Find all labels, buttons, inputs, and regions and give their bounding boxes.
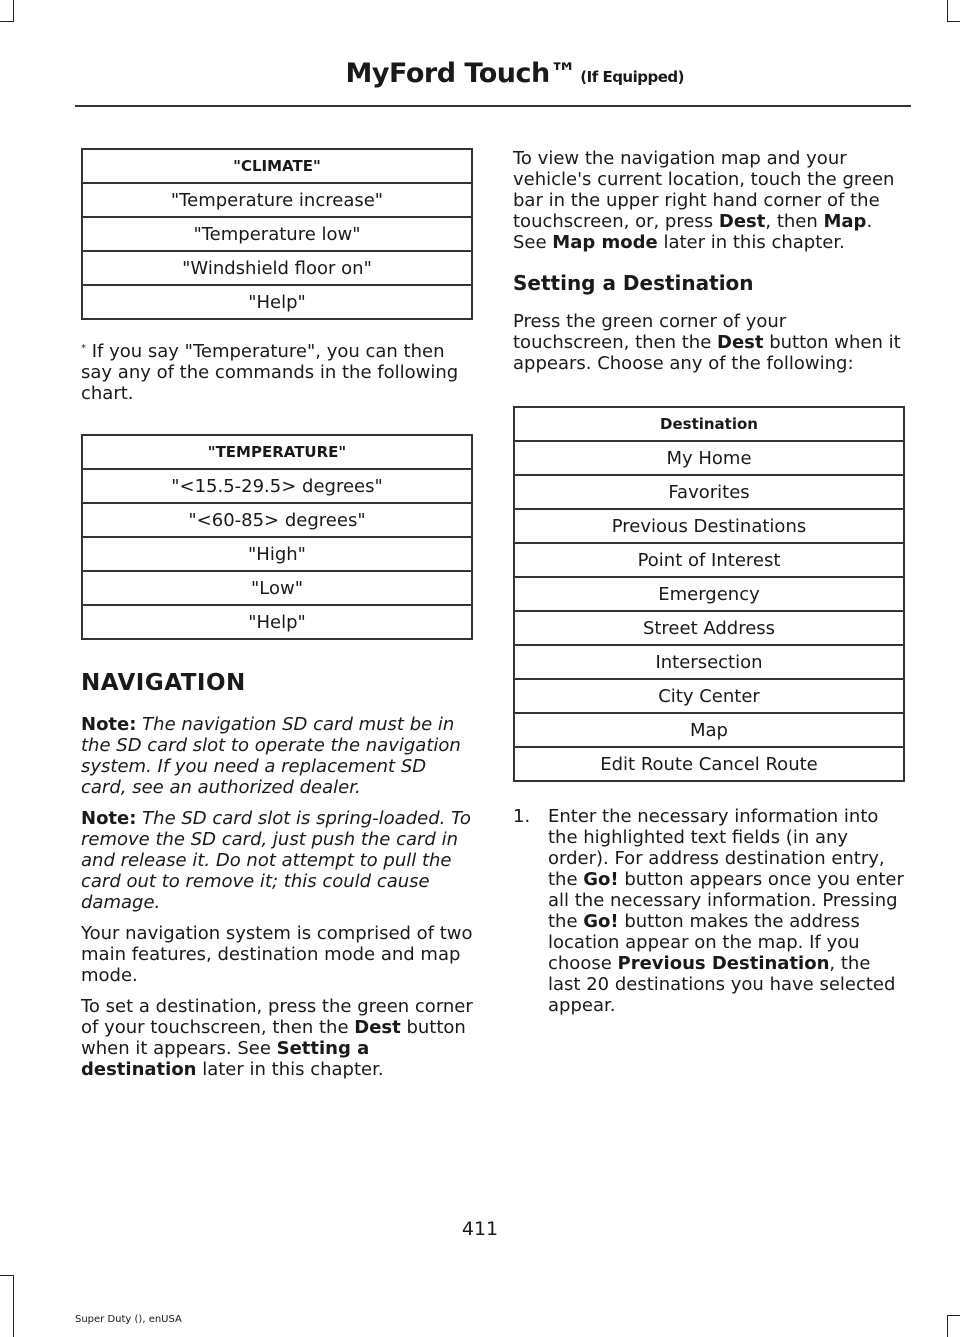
paragraph-features: Your navigation system is comprised of two main features, destination mode and map mode. <box>81 923 473 986</box>
crop-mark <box>947 21 960 22</box>
text-run: , the last 20 destinations you have selected appear. <box>548 953 896 1016</box>
bold-term: Map <box>823 211 867 232</box>
step-text <box>548 806 905 1016</box>
footnote-marker: * <box>81 343 86 354</box>
destination-table <box>513 406 905 782</box>
table-header: "TEMPERATURE" <box>82 435 472 469</box>
table-cell: "Help" <box>82 285 472 319</box>
text-run: button when it appears. Choose any of the following: <box>513 332 901 374</box>
temperature-table <box>81 434 473 640</box>
table-cell: "Windshield floor on" <box>82 251 472 285</box>
table-cell: "<15.5-29.5> degrees" <box>82 469 472 503</box>
cross-reference: Map mode <box>552 232 658 253</box>
text-run: button appears once you enter all the necessary information. Pressing the <box>548 869 904 932</box>
footer-text: Super Duty (), enUSA <box>75 1314 182 1325</box>
climate-table <box>81 148 473 320</box>
note-sd-card <box>81 714 473 798</box>
table-cell: "Temperature increase" <box>82 183 472 217</box>
page-number: 411 <box>461 1218 499 1240</box>
crop-mark <box>13 0 14 22</box>
text-run: To set a destination, press the green corner of your touchscreen, then the <box>81 996 473 1038</box>
crop-mark <box>947 1315 948 1337</box>
table-cell: My Home <box>514 441 904 475</box>
table-cell: Edit Route Cancel Route <box>514 747 904 781</box>
right-column <box>513 148 905 1016</box>
bold-term: Previous Destination <box>617 953 830 974</box>
bold-term: Go! <box>583 911 619 932</box>
text-run: button when it appears. See <box>81 1017 466 1059</box>
table-cell: "Help" <box>82 605 472 639</box>
table-cell: "High" <box>82 537 472 571</box>
title-subtitle: (If Equipped) <box>580 68 684 86</box>
table-cell: "Low" <box>82 571 472 605</box>
paragraph-set-destination <box>81 996 473 1080</box>
text-run: Enter the necessary information into the highlighted text fields (in any order). For address destination entry, the <box>548 806 885 890</box>
paragraph-view-map <box>513 148 905 253</box>
text-run: Press the green corner of your touchscreen, then the <box>513 311 787 353</box>
bold-term: Dest <box>354 1017 401 1038</box>
table-cell: Intersection <box>514 645 904 679</box>
text-run: later in this chapter. <box>196 1059 384 1080</box>
list-item <box>513 806 905 1016</box>
cross-reference: Setting a destination <box>81 1038 370 1080</box>
table-header: Destination <box>514 407 904 441</box>
text-run: button makes the address location appear on the map. If you choose <box>548 911 860 974</box>
crop-mark <box>0 21 14 22</box>
crop-mark <box>947 0 948 22</box>
table-cell: "Temperature low" <box>82 217 472 251</box>
paragraph-choose <box>513 311 905 374</box>
bold-term: Dest <box>717 332 764 353</box>
section-heading-navigation: NAVIGATION <box>81 670 246 696</box>
bold-term: Go! <box>583 869 619 890</box>
table-cell: Previous Destinations <box>514 509 904 543</box>
note-text: The navigation SD card must be in the SD card slot to operate the navigation system. If you need a replacement SD card, see an authorized dealer. <box>81 714 461 798</box>
table-cell: Emergency <box>514 577 904 611</box>
crop-mark <box>947 1315 960 1316</box>
note-text: The SD card slot is spring-loaded. To remove the SD card, just push the card in and release it. Do not attempt to pull the card out to remove it; this could cause damage. <box>81 808 471 913</box>
note-label: Note: <box>81 808 137 829</box>
note-label: Note: <box>81 714 137 735</box>
left-column <box>81 148 473 1090</box>
table-cell: Point of Interest <box>514 543 904 577</box>
section-heading-setting-destination: Setting a Destination <box>513 271 754 295</box>
table-cell: "<60-85> degrees" <box>82 503 472 537</box>
text-run: later in this chapter. <box>657 232 845 253</box>
crop-mark <box>0 1275 14 1276</box>
step-number: 1. <box>513 806 531 827</box>
table-cell: Map <box>514 713 904 747</box>
text-run: To view the navigation map and your vehicle's current location, touch the green bar in the upper right hand corner of the touchscreen, or, press <box>513 148 895 232</box>
crop-mark <box>13 1275 14 1337</box>
note-spring-loaded <box>81 808 473 913</box>
table-cell: City Center <box>514 679 904 713</box>
table-cell: Street Address <box>514 611 904 645</box>
table-cell: Favorites <box>514 475 904 509</box>
text-run: . See <box>513 211 873 253</box>
temperature-footnote <box>81 338 473 404</box>
page-title <box>346 58 684 89</box>
header-divider <box>75 105 911 107</box>
bold-term: Dest <box>718 211 766 232</box>
title-main: MyFord Touch™ <box>345 58 577 89</box>
text-run: , then <box>765 211 824 232</box>
footnote-text: If you say "Temperature", you can then say any of the commands in the following chart. <box>81 341 459 404</box>
steps-list <box>513 806 905 1016</box>
table-header: "CLIMATE" <box>82 149 472 183</box>
